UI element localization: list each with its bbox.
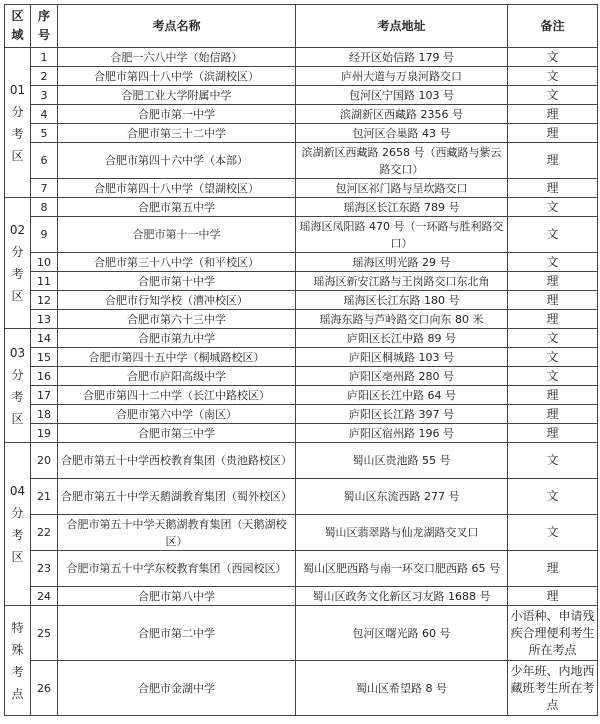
cell-no: 12: [31, 291, 58, 310]
cell-note: 文: [508, 48, 598, 67]
zone-label-char: 考: [11, 389, 24, 404]
cell-address: 经开区始信路 179 号: [296, 48, 508, 67]
table-row: [5, 424, 598, 443]
cell-name: 合肥市第五十中学东校教育集团（西园校区）: [58, 551, 296, 587]
cell-no: 21: [31, 479, 58, 515]
zone-label-char: 区: [11, 148, 24, 163]
zone-label: [5, 48, 31, 198]
cell-no: 10: [31, 253, 58, 272]
zone-label-char: 区: [11, 550, 24, 564]
cell-note: 文: [508, 348, 598, 367]
zone-label-char: 考: [11, 528, 24, 542]
cell-no: 13: [31, 310, 58, 329]
table-row: [5, 272, 598, 291]
cell-no: 4: [31, 105, 58, 124]
cell-note: 文: [508, 67, 598, 86]
cell-no: 23: [31, 551, 58, 587]
cell-note: 文: [508, 443, 598, 479]
exam-site-table: [4, 4, 598, 716]
header-name: 考点名称: [58, 5, 296, 48]
cell-address: 瑶海区长江东路 180 号: [296, 291, 508, 310]
cell-no: 26: [31, 661, 58, 716]
cell-note: 理: [508, 551, 598, 587]
table-row: [5, 217, 598, 253]
cell-address: 滨湖新区西藏路 2356 号: [296, 105, 508, 124]
cell-note: 文: [508, 198, 598, 217]
zone-label-char: 02: [9, 223, 26, 237]
cell-address: 包河区宁国路 103 号: [296, 86, 508, 105]
cell-no: 8: [31, 198, 58, 217]
zone-label: [5, 443, 31, 606]
zone-label-char: 01: [9, 82, 26, 97]
cell-name: 合肥市第十一中学: [58, 217, 296, 253]
table-row: [5, 179, 598, 198]
cell-name: 合肥市第五十中学天鹅湖教育集团（蜀外校区）: [58, 479, 296, 515]
zone-label-char: 殊: [11, 642, 24, 657]
cell-address: 蜀山区肥西路与南一环交口肥西路 65 号: [296, 551, 508, 587]
cell-name: 合肥工业大学附属中学: [58, 86, 296, 105]
cell-name: 合肥市第二中学: [58, 606, 296, 661]
cell-name: 合肥市行知学校（漕冲校区）: [58, 291, 296, 310]
header-address: 考点地址: [296, 5, 508, 48]
cell-no: 20: [31, 443, 58, 479]
cell-name: 合肥市第三中学: [58, 424, 296, 443]
header-zone-2: 域: [11, 28, 24, 42]
zone-label: [5, 198, 31, 329]
table-row: [5, 587, 598, 606]
cell-address: 庐阳区长江路 397 号: [296, 405, 508, 424]
cell-note: 理: [508, 105, 598, 124]
header-no-1: 序: [37, 9, 50, 23]
cell-address: 包河区祁门路与呈坎路交口: [296, 179, 508, 198]
cell-no: 9: [31, 217, 58, 253]
cell-name: 合肥市第三十八中学（和平校区）: [58, 253, 296, 272]
zone-label-char: 考: [11, 664, 24, 679]
cell-note: 文: [508, 479, 598, 515]
cell-address: 瑶海区明光路 29 号: [296, 253, 508, 272]
cell-name: 合肥市第四十八中学（滨湖校区）: [58, 67, 296, 86]
table-row: [5, 479, 598, 515]
table-row: [5, 661, 598, 716]
cell-note: 文: [508, 86, 598, 105]
cell-no: 18: [31, 405, 58, 424]
header-zone: [5, 5, 31, 48]
cell-note: 理: [508, 179, 598, 198]
zone-label-char: 区: [11, 289, 24, 303]
cell-name: 合肥市第五十中学西校教育集团（贵池路校区）: [58, 443, 296, 479]
zone-label-char: 03: [9, 345, 26, 360]
cell-address: 瑶海区凤阳路 470 号（一环路与胜利路交口）: [296, 217, 508, 253]
table-row: [5, 367, 598, 386]
cell-address: 瑶海东路与芦岭路交口向东 80 米: [296, 310, 508, 329]
cell-address: 庐阳区桐城路 103 号: [296, 348, 508, 367]
header-zone-1: 区: [11, 9, 24, 23]
cell-note: 理: [508, 272, 598, 291]
table-row: [5, 386, 598, 405]
table-row: [5, 291, 598, 310]
table-row: [5, 606, 598, 661]
cell-name: 合肥市第六十三中学: [58, 310, 296, 329]
table-row: [5, 551, 598, 587]
cell-note: 文: [508, 515, 598, 551]
cell-no: 14: [31, 329, 58, 348]
cell-note: 少年班、内地西藏班考生所在考点: [508, 661, 598, 716]
cell-name: 合肥市第一中学: [58, 105, 296, 124]
cell-note: 理: [508, 310, 598, 329]
zone-label-char: 考: [11, 126, 24, 141]
table-row: [5, 105, 598, 124]
cell-name: 合肥市第八中学: [58, 587, 296, 606]
zone-label: [5, 606, 31, 716]
cell-name: 合肥市第四十六中学（本部）: [58, 143, 296, 179]
cell-name: 合肥市第三十二中学: [58, 124, 296, 143]
zone-label-char: 特: [11, 620, 24, 635]
cell-note: 小语种、申请残疾合理便利考生所在考点: [508, 606, 598, 661]
cell-address: 庐阳区长江中路 89 号: [296, 329, 508, 348]
table-row: [5, 329, 598, 348]
cell-name: 合肥一六八中学（始信路）: [58, 48, 296, 67]
table-row: [5, 67, 598, 86]
cell-name: 合肥市第十中学: [58, 272, 296, 291]
cell-address: 蜀山区希望路 8 号: [296, 661, 508, 716]
cell-address: 蜀山区翡翠路与仙龙湖路交叉口: [296, 515, 508, 551]
cell-address: 瑶海区长江东路 789 号: [296, 198, 508, 217]
table-row: [5, 198, 598, 217]
header-no-2: 号: [37, 28, 50, 42]
table-row: [5, 515, 598, 551]
cell-address: 瑶海区新安江路与王岗路交口东北角: [296, 272, 508, 291]
cell-no: 15: [31, 348, 58, 367]
zone-label-char: 分: [11, 506, 24, 520]
cell-name: 合肥市第五中学: [58, 198, 296, 217]
cell-name: 合肥市第五十中学天鹅湖教育集团（天鹅湖校区）: [58, 515, 296, 551]
cell-no: 11: [31, 272, 58, 291]
cell-note: 理: [508, 143, 598, 179]
cell-note: 理: [508, 291, 598, 310]
cell-no: 1: [31, 48, 58, 67]
cell-note: 理: [508, 124, 598, 143]
cell-no: 6: [31, 143, 58, 179]
zone-label: [5, 329, 31, 443]
table-row: [5, 48, 598, 67]
cell-name: 合肥市庐阳高级中学: [58, 367, 296, 386]
cell-no: 5: [31, 124, 58, 143]
header-note: 备注: [508, 5, 598, 48]
cell-address: 蜀山区东流西路 277 号: [296, 479, 508, 515]
cell-address: 滨湖新区西藏路 2658 号（西藏路与紫云路交口）: [296, 143, 508, 179]
cell-address: 包河区合巢路 43 号: [296, 124, 508, 143]
zone-label-char: 分: [11, 367, 24, 382]
table-row: [5, 124, 598, 143]
table-row: [5, 405, 598, 424]
table-row: [5, 348, 598, 367]
cell-note: 文: [508, 367, 598, 386]
cell-note: 文: [508, 329, 598, 348]
cell-name: 合肥市第四十八中学（望湖校区）: [58, 179, 296, 198]
zone-label-char: 分: [11, 245, 24, 259]
cell-name: 合肥市第六中学（南区）: [58, 405, 296, 424]
cell-name: 合肥市金湖中学: [58, 661, 296, 716]
table-row: [5, 310, 598, 329]
cell-address: 包河区曙光路 60 号: [296, 606, 508, 661]
table-row: [5, 86, 598, 105]
cell-name: 合肥市第九中学: [58, 329, 296, 348]
cell-note: 文: [508, 217, 598, 253]
cell-note: 文: [508, 253, 598, 272]
cell-address: 蜀山区政务文化新区习友路 1688 号: [296, 587, 508, 606]
table-row: [5, 253, 598, 272]
cell-note: 理: [508, 405, 598, 424]
cell-no: 17: [31, 386, 58, 405]
cell-note: 理: [508, 424, 598, 443]
cell-note: 理: [508, 587, 598, 606]
cell-no: 7: [31, 179, 58, 198]
cell-no: 25: [31, 606, 58, 661]
cell-address: 蜀山区贵池路 55 号: [296, 443, 508, 479]
zone-label-char: 分: [11, 104, 24, 119]
zone-label-char: 考: [11, 267, 24, 281]
cell-address: 庐州大道与万泉河路交口: [296, 67, 508, 86]
cell-name: 合肥市第四十二中学（长江中路校区）: [58, 386, 296, 405]
zone-label-char: 04: [9, 484, 26, 498]
cell-address: 庐阳区长江中路 64 号: [296, 386, 508, 405]
header-row: [5, 5, 598, 48]
cell-no: 19: [31, 424, 58, 443]
cell-address: 庐阳区亳州路 280 号: [296, 367, 508, 386]
table-row: [5, 143, 598, 179]
zone-label-char: 点: [11, 686, 24, 701]
cell-no: 2: [31, 67, 58, 86]
cell-no: 16: [31, 367, 58, 386]
cell-no: 22: [31, 515, 58, 551]
cell-name: 合肥市第四十五中学（桐城路校区）: [58, 348, 296, 367]
header-no: [31, 5, 58, 48]
cell-no: 3: [31, 86, 58, 105]
table-row: [5, 443, 598, 479]
cell-address: 庐阳区宿州路 196 号: [296, 424, 508, 443]
cell-note: 理: [508, 386, 598, 405]
zone-label-char: 区: [11, 411, 24, 426]
cell-no: 24: [31, 587, 58, 606]
